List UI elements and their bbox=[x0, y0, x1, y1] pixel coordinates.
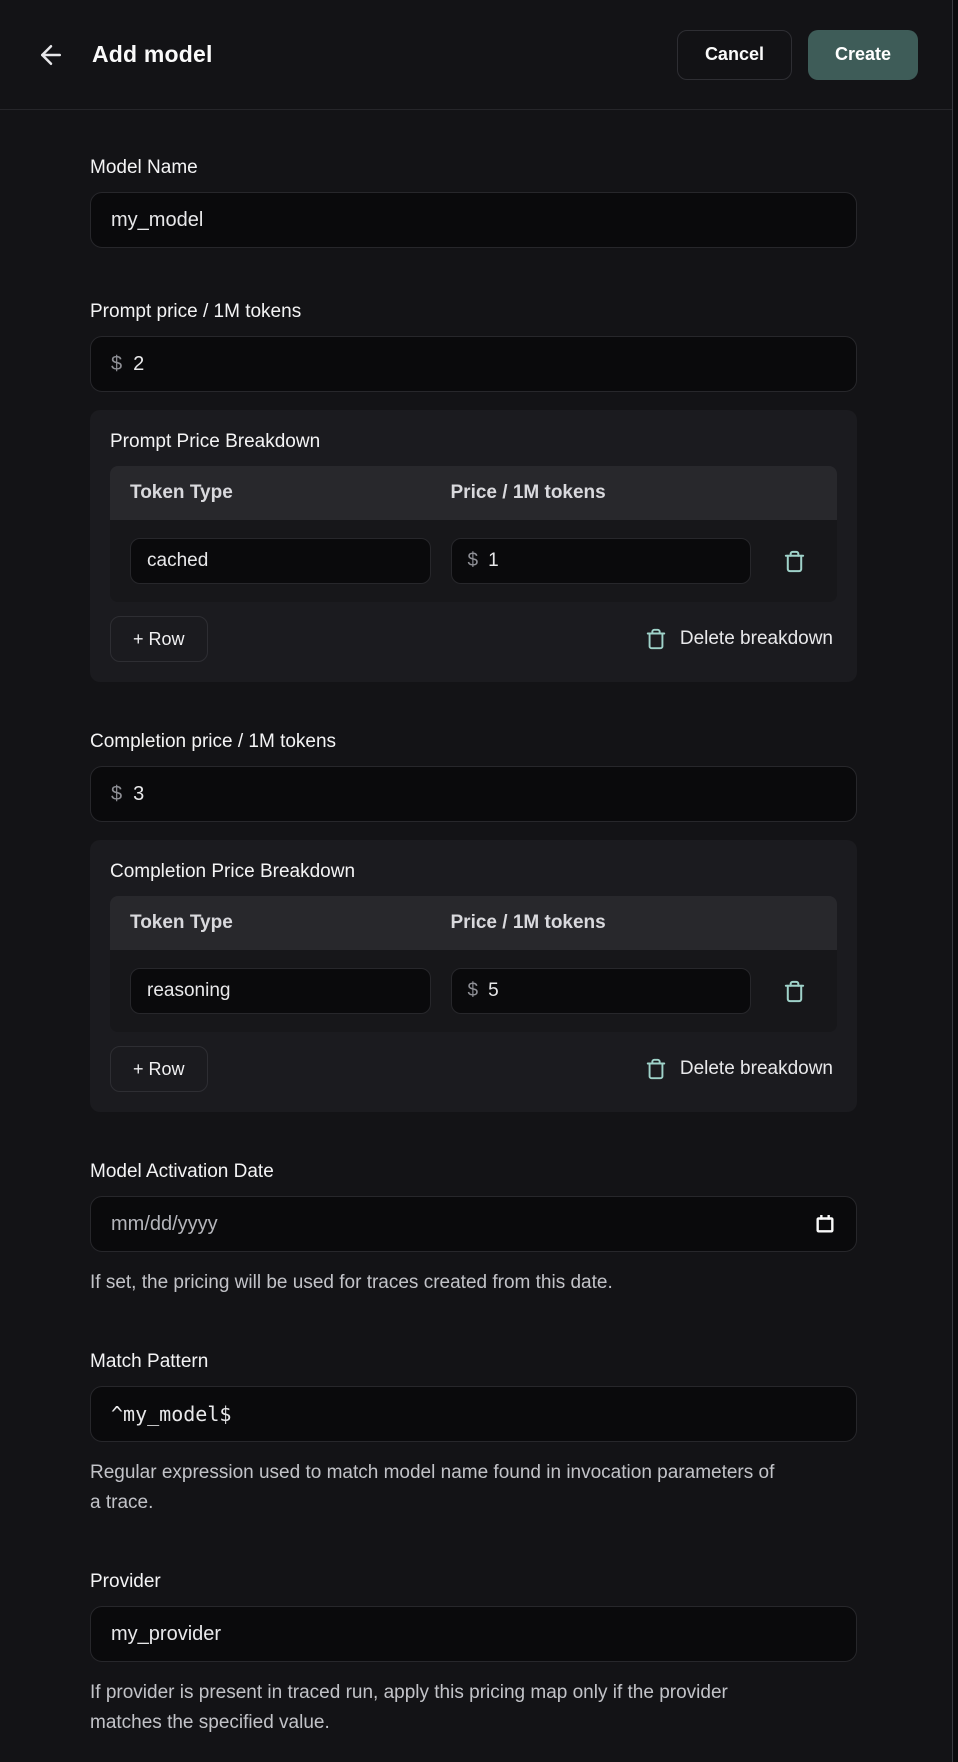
column-header-price: Price / 1M tokens bbox=[450, 482, 606, 503]
dollar-prefix: $ bbox=[467, 980, 479, 1001]
activation-date-input[interactable] bbox=[111, 1213, 814, 1236]
dollar-prefix: $ bbox=[467, 550, 479, 571]
arrow-left-icon bbox=[36, 40, 66, 70]
provider-label: Provider bbox=[90, 1571, 161, 1592]
add-model-form bbox=[0, 110, 952, 1738]
prompt-price-input[interactable] bbox=[133, 353, 836, 376]
delete-breakdown-label: Delete breakdown bbox=[679, 1058, 833, 1079]
field-prompt-price bbox=[90, 300, 857, 392]
table-row bbox=[110, 950, 837, 1032]
card-footer bbox=[110, 616, 837, 662]
token-type-input-box bbox=[130, 968, 431, 1014]
row-price-input-box bbox=[451, 538, 752, 584]
completion-breakdown-title: Completion Price Breakdown bbox=[110, 861, 356, 882]
cancel-button[interactable]: Cancel bbox=[677, 30, 792, 80]
trash-icon bbox=[783, 550, 806, 573]
calendar-picker-button[interactable] bbox=[814, 1213, 836, 1235]
table-row bbox=[110, 520, 837, 602]
calendar-icon bbox=[814, 1213, 836, 1235]
prompt-breakdown-title: Prompt Price Breakdown bbox=[110, 431, 321, 452]
dollar-prefix: $ bbox=[111, 352, 123, 375]
completion-price-input-box bbox=[90, 766, 857, 822]
row-price-input-box bbox=[451, 968, 752, 1014]
back-button[interactable] bbox=[34, 38, 68, 72]
table-header bbox=[110, 896, 837, 950]
provider-input[interactable] bbox=[111, 1623, 836, 1646]
model-name-input[interactable] bbox=[111, 209, 836, 232]
delete-breakdown-button[interactable] bbox=[641, 1058, 837, 1080]
token-type-input[interactable] bbox=[147, 980, 414, 1002]
prompt-price-label: Prompt price / 1M tokens bbox=[90, 301, 302, 322]
add-row-button[interactable]: + Row bbox=[110, 1046, 208, 1092]
trash-icon bbox=[645, 1058, 667, 1080]
match-pattern-help: Regular expression used to match model name found in invocation parameters of a trace. bbox=[90, 1462, 775, 1513]
field-provider bbox=[90, 1570, 857, 1738]
activation-date-help: If set, the pricing will be used for traces created from this date. bbox=[90, 1272, 613, 1293]
page-title: Add model bbox=[92, 41, 213, 67]
field-match-pattern bbox=[90, 1350, 857, 1518]
trash-icon bbox=[783, 980, 806, 1003]
row-price-input[interactable] bbox=[488, 980, 734, 1002]
column-header-token-type: Token Type bbox=[130, 482, 233, 503]
delete-row-button[interactable] bbox=[771, 968, 817, 1014]
column-header-price: Price / 1M tokens bbox=[450, 912, 606, 933]
delete-breakdown-label: Delete breakdown bbox=[679, 628, 833, 649]
field-activation-date bbox=[90, 1160, 857, 1298]
prompt-price-breakdown-card bbox=[90, 410, 857, 682]
field-model-name bbox=[90, 156, 857, 248]
completion-price-input[interactable] bbox=[133, 783, 836, 806]
model-name-input-box bbox=[90, 192, 857, 248]
create-button[interactable]: Create bbox=[808, 30, 918, 80]
activation-date-input-box bbox=[90, 1196, 857, 1252]
activation-date-label: Model Activation Date bbox=[90, 1161, 274, 1182]
provider-input-box bbox=[90, 1606, 857, 1662]
match-pattern-label: Match Pattern bbox=[90, 1351, 209, 1372]
token-type-input[interactable] bbox=[147, 550, 414, 572]
prompt-breakdown-table bbox=[110, 466, 837, 602]
delete-row-button[interactable] bbox=[771, 538, 817, 584]
field-completion-price bbox=[90, 730, 857, 822]
match-pattern-input-box bbox=[90, 1386, 857, 1442]
card-footer bbox=[110, 1046, 837, 1092]
add-row-button[interactable]: + Row bbox=[110, 616, 208, 662]
dollar-prefix: $ bbox=[111, 782, 123, 805]
completion-breakdown-table bbox=[110, 896, 837, 1032]
model-name-label: Model Name bbox=[90, 157, 198, 178]
completion-price-breakdown-card bbox=[90, 840, 857, 1112]
match-pattern-input[interactable] bbox=[111, 1402, 836, 1426]
token-type-input-box bbox=[130, 538, 431, 584]
provider-help: If provider is present in traced run, apply this pricing map only if the provider matches the specified value. bbox=[90, 1682, 728, 1733]
trash-icon bbox=[645, 628, 667, 650]
header bbox=[0, 0, 952, 110]
table-header bbox=[110, 466, 837, 520]
prompt-price-input-box bbox=[90, 336, 857, 392]
delete-breakdown-button[interactable] bbox=[641, 628, 837, 650]
row-price-input[interactable] bbox=[488, 550, 734, 572]
column-header-token-type: Token Type bbox=[130, 912, 233, 933]
completion-price-label: Completion price / 1M tokens bbox=[90, 731, 337, 752]
